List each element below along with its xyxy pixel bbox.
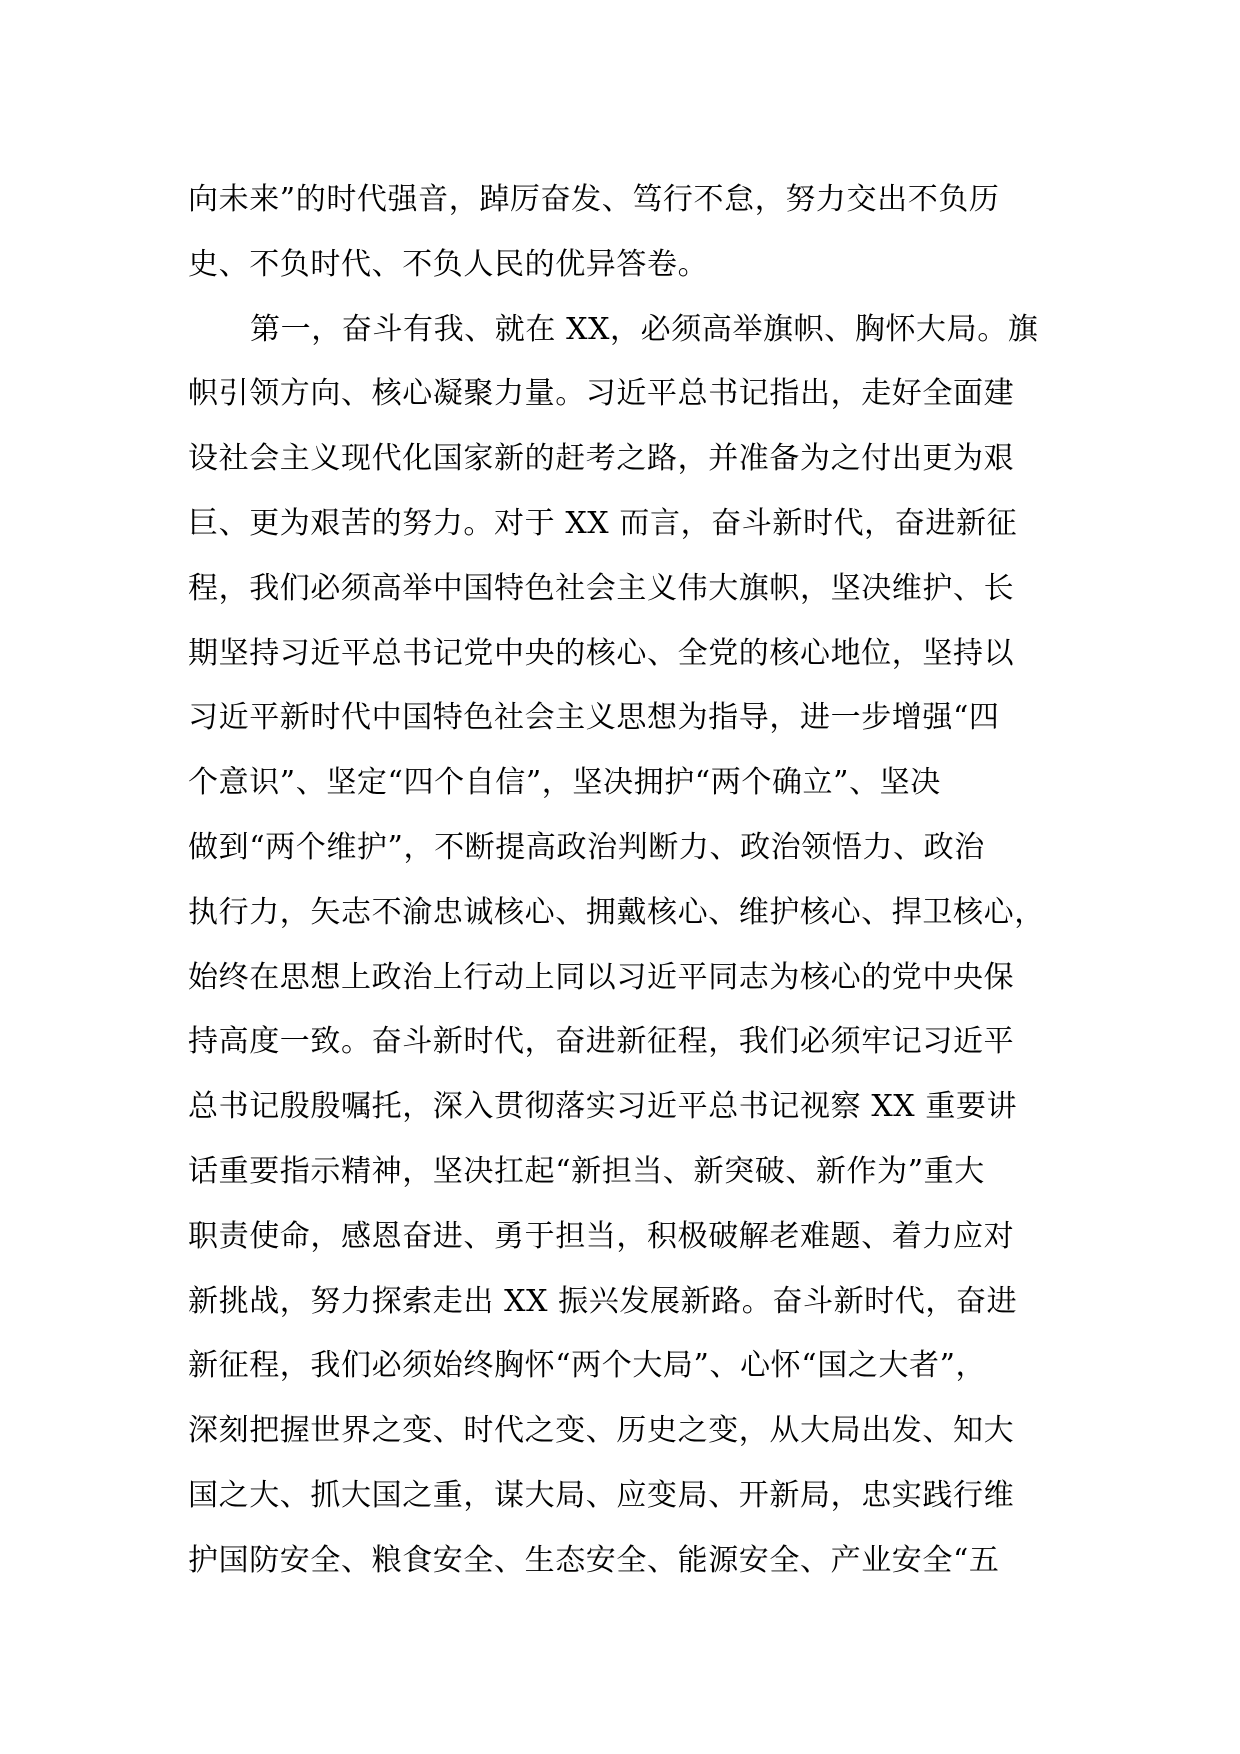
text-line: 持高度一致。奋斗新时代，奋进新征程，我们必须牢记习近平	[188, 1024, 1015, 1060]
text-line: 巨、更为艰苦的努力。对于 XX 而言，奋斗新时代，奋进新征	[188, 505, 1018, 541]
text-line: 执行力，矢志不渝忠诚核心、拥戴核心、维护核心、捍卫核心，	[188, 894, 1045, 930]
text-line: 深刻把握世界之变、时代之变、历史之变，从大局出发、知大	[188, 1413, 1015, 1449]
text-line: 设社会主义现代化国家新的赶考之路，并准备为之付出更为艰	[188, 441, 1015, 477]
body-text	[188, 168, 1088, 1594]
text-line: 习近平新时代中国特色社会主义思想为指导，进一步增强“四	[188, 700, 1000, 736]
text-line: 做到“两个维护”，不断提高政治判断力、政治领悟力、政治	[188, 829, 985, 865]
text-line: 期坚持习近平总书记党中央的核心、全党的核心地位，坚持以	[188, 635, 1015, 671]
text-line: 史、不负时代、不负人民的优异答卷。	[188, 246, 709, 282]
text-line: 职责使命，感恩奋进、勇于担当，积极破解老难题、着力应对	[188, 1218, 1015, 1254]
text-line: 话重要指示精神，坚决扛起“新担当、新突破、新作为”重大	[188, 1153, 985, 1189]
text-line: 总书记殷殷嘱托，深入贯彻落实习近平总书记视察 XX 重要讲	[188, 1089, 1018, 1125]
text-line: 向未来”的时代强音，踔厉奋发、笃行不怠，努力交出不负历	[188, 182, 1000, 217]
text-line: 新挑战，努力探索走出 XX 振兴发展新路。奋斗新时代，奋进	[188, 1283, 1018, 1319]
text-line: 程，我们必须高举中国特色社会主义伟大旗帜，坚决维护、长	[188, 570, 1015, 606]
paragraph-first	[188, 298, 1088, 1594]
text-line: 个意识”、坚定“四个自信”，坚决拥护“两个确立”、坚决	[188, 765, 941, 801]
text-line: 第一，奋斗有我、就在 XX，必须高举旗帜、胸怀大局。旗	[250, 311, 1039, 347]
text-line: 新征程，我们必须始终胸怀“两个大局”、心怀“国之大者”，	[188, 1348, 987, 1384]
text-line: 国之大、抓大国之重，谋大局、应变局、开新局，忠实践行维	[188, 1477, 1015, 1513]
text-line: 帜引领方向、核心凝聚力量。习近平总书记指出，走好全面建	[188, 376, 1015, 412]
paragraph-continuation	[188, 168, 1088, 298]
text-line: 护国防安全、粮食安全、生态安全、能源安全、产业安全“五	[188, 1542, 1000, 1578]
text-line: 始终在思想上政治上行动上同以习近平同志为核心的党中央保	[188, 959, 1015, 995]
